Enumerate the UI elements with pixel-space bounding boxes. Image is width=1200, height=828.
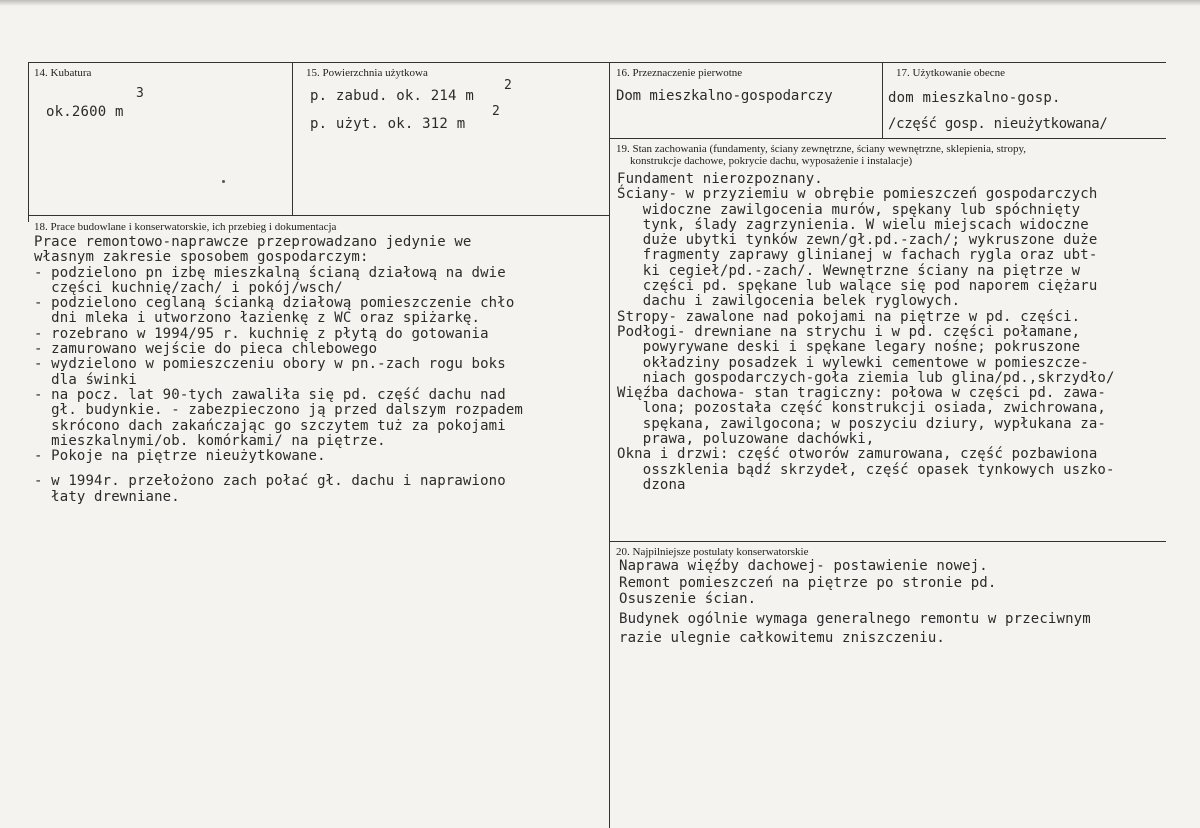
postulaty-line: Osuszenie ścian.	[619, 591, 757, 607]
prace-line: dni mleka i utworzono łazienkę z WC oraz spiżarkę.	[34, 310, 481, 327]
uzytkowanie-line1: dom mieszkalno-gosp.	[888, 90, 1061, 106]
prace-line: Prace remontowo-naprawcze przeprowadzano jedynie we	[34, 235, 472, 250]
prace-line: - podzielono pn izbę mieszkalną ścianą działową na dwie	[34, 264, 506, 281]
col-divider-16-17	[882, 62, 883, 138]
stan-line: powyrywane deski i spękane legary nośne; pokruszone	[617, 339, 1081, 356]
stan-line: spękana, zawilgocona; w poszyciu dziury, wypłukana za-	[617, 415, 1106, 432]
prace-list	[34, 235, 609, 505]
stan-line: widoczne zawilgocenia murów, spękany lub spóchnięty	[617, 201, 1081, 218]
row-divider-right	[610, 138, 1166, 139]
prace-line: gł. budynkie. - zabezpieczono ją przed dalszym rozpadem	[34, 402, 523, 419]
uzytkowanie-label: 17. Użytkowanie obecne	[896, 67, 1006, 79]
stan-line: Okna i drzwi: część otworów zamurowana, część pozbawiona	[617, 446, 1098, 463]
powierzchnia-zabudowy-exponent: 2	[504, 78, 512, 93]
col-divider-main	[609, 62, 610, 828]
stan-label-line2: konstrukcje dachowe, pokrycie dachu, wyposażenie i instalacje)	[630, 155, 913, 167]
stan-line: niach gospodarczych-goła ziemia lub glina/pd.,skrzydło/	[617, 369, 1115, 386]
prace-line: dla świnki	[34, 371, 137, 388]
prace-line: części kuchnię/zach/ i pokój/wsch/	[34, 279, 343, 296]
prace-line: - zamurowano wejście do pieca chlebowego	[34, 341, 378, 358]
prace-line: - podzielono ceglaną ścianką działową pomieszczenie chło	[34, 295, 515, 312]
powierzchnia-uzytkowa-exponent: 2	[492, 104, 500, 119]
stan-line: dzona	[617, 476, 686, 493]
stan-line: dachu i zawilgocenia belek ryglowych.	[617, 293, 961, 310]
stan-line: prawa, poluzowane dachówki,	[617, 431, 875, 448]
prace-line: - w 1994r. przełożono zach połać gł. dachu i naprawiono	[34, 473, 506, 490]
stan-line: Fundament nierozpoznany.	[617, 172, 823, 187]
row-divider-left	[28, 215, 610, 216]
stray-mark	[222, 180, 225, 183]
postulaty-line: razie ulegnie całkowitemu zniszczeniu.	[619, 630, 945, 646]
prace-line: - Pokoje na piętrze nieużytkowane.	[34, 448, 326, 465]
stan-line: duże ubytki tynków zewn/gł.pd.-zach/; wykruszone duże	[617, 232, 1098, 249]
prace-line: - na pocz. lat 90-tych zawaliła się pd. część dachu nad	[34, 386, 506, 403]
postulaty-line: Naprawa więźby dachowej- postawienie nowej.	[619, 558, 988, 574]
row-divider-postulaty	[610, 541, 1166, 542]
prace-line: własnym zakresie sposobem gospodarczym:	[34, 249, 369, 266]
prace-line: mieszkalnymi/ob. komórkami/ na piętrze.	[34, 432, 386, 449]
stan-line: tynk, ślady zagrzynienia. W wielu miejscach widoczne	[617, 216, 1089, 233]
left-border	[28, 62, 29, 222]
powierzchnia-zabudowy: p. zabud. ok. 214 m	[310, 88, 474, 104]
stan-label-line1: 19. Stan zachowania (fundamenty, ściany zewnętrzne, ściany wewnętrzne, sklepienia, stropy,	[616, 143, 1027, 155]
col-divider-14-15	[292, 62, 293, 215]
prace-line: skrócono dach zakańczając go szczytem tuż za pokojami	[34, 417, 506, 434]
stan-list	[617, 172, 1197, 493]
stan-line: Ściany- w przyziemiu w obrębie pomieszczeń gospodarczych	[617, 186, 1098, 203]
stan-line: Stropy- zawalone nad pokojami na piętrze w pd. części.	[617, 308, 1081, 325]
stan-line: lona; pozostała część konstrukcji osiada, zwichrowana,	[617, 400, 1106, 417]
postulaty-list	[619, 559, 1179, 648]
stan-line: osszklenia bądź skrzydeł, część opasek tynkowych uszko-	[617, 461, 1115, 478]
kubatura-value: ok.2600 m	[46, 104, 124, 120]
prace-line: łaty drewniane.	[34, 488, 180, 505]
postulaty-line: Budynek ogólnie wymaga generalnego remontu w przeciwnym	[619, 611, 1091, 627]
postulaty-label: 20. Najpilniejsze postulaty konserwatorskie	[616, 546, 809, 558]
stan-line: okładziny posadzek i wylewki cementowe w pomieszcze-	[617, 354, 1089, 371]
kubatura-label: 14. Kubatura	[34, 67, 92, 79]
prace-label: 18. Prace budowlane i konserwatorskie, ich przebieg i dokumentacja	[34, 221, 337, 233]
top-border	[28, 62, 1166, 63]
scan-shadow	[0, 0, 1200, 6]
powierzchnia-uzytkowa: p. użyt. ok. 312 m	[310, 116, 466, 132]
stan-line: fragmenty zaprawy glinianej w fachach rygla oraz ubt-	[617, 247, 1098, 264]
postulaty-line: Remont pomieszczeń na piętrze po stronie pd.	[619, 574, 997, 591]
stan-line: Więźba dachowa- stan tragiczny: połowa w części pd. zawa-	[617, 385, 1106, 402]
prace-line: - wydzielono w pomieszczeniu obory w pn.-zach rogu boks	[34, 356, 506, 373]
stan-line: części pd. spękane lub walące się pod naporem ciężaru	[617, 278, 1098, 295]
kubatura-exponent: 3	[136, 86, 144, 101]
prace-line: - rozebrano w 1994/95 r. kuchnię z płytą do gotowania	[34, 325, 489, 342]
powierzchnia-label: 15. Powierzchnia użytkowa	[306, 67, 428, 79]
stan-line: Podłogi- drewniane na strychu i w pd. części połamane,	[617, 323, 1081, 340]
przeznaczenie-value: Dom mieszkalno-gospodarczy	[616, 88, 833, 104]
stan-line: ki cegieł/pd.-zach/. Wewnętrzne ściany na piętrze w	[617, 262, 1081, 279]
przeznaczenie-label: 16. Przeznaczenie pierwotne	[616, 67, 743, 79]
uzytkowanie-line2: /część gosp. nieużytkowana/	[888, 116, 1108, 132]
